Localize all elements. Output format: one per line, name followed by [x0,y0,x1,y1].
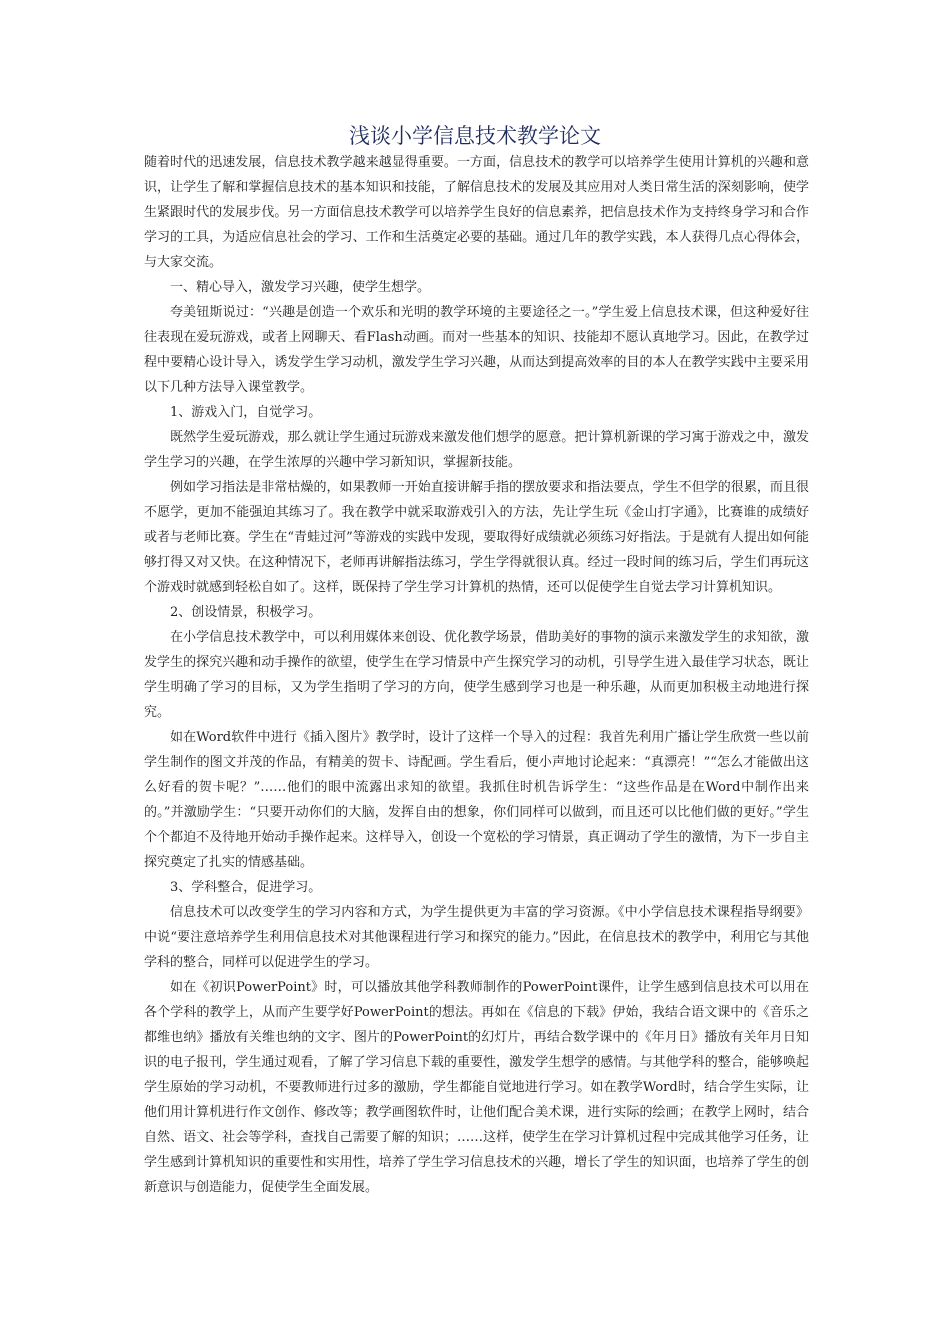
paragraph: 夸美钮斯说过：“兴趣是创造一个欢乐和光明的教学环境的主要途径之一。”学生爱上信息技术课，但这种爱好往往表现在爱玩游戏，或者上网聊天、看Flash动画。而对一些基本的知识、技能却不愿认真地学习。因此，在教学过程中要精心设计导入，诱发学生学习动机，激发学生学习兴趣，从而达到提高效率的目的本人在教学实践中主要采用以下几种方法导入课堂教学。 [144,305,809,395]
document-title: 浅谈小学信息技术教学论文 [349,124,601,148]
paragraph: 如在《初识PowerPoint》时，可以播放其他学科教师制作的PowerPoint课件，让学生感到信息技术可以用在各个学科的教学上，从而产生要学好PowerPoint的想法。再如在《信息的下载》伊始，我结合语文课中的《音乐之都维也纳》播放有关维也纳的文字、图片的PowerPoint的幻灯片，再结合数学课中的《年月日》播放有关年月日知识的电子报刊，学生通过观看，了解了学习信息下载的重要性，激发学生想学的感情。与其他学科的整合，能够唤起学生原始的学习动机，不要教师进行过多的激励，学生都能自觉地进行学习。如在教学Word时，结合学生实际，让他们用计算机进行作文创作、修改等；教学画图软件时，让他们配合美术课，进行实际的绘画；在教学上网时，结合自然、语文、社会等学科，查找自己需要了解的知识；……这样，使学生在学习计算机过程中完成其他学习任务，让学生感到计算机知识的重要性和实用性，培养了学生学习信息技术的兴趣，增长了学生的知识面，也培养了学生的创新意识与创造能力，促使学生全面发展。 [144,980,809,1195]
paragraph: 信息技术可以改变学生的学习内容和方式，为学生提供更为丰富的学习资源。《中小学信息技术课程指导纲要》中说“要注意培养学生利用信息技术对其他课程进行学习和探究的能力。”因此，在信息技术的教学中，利用它与其他学科的整合，同样可以促进学生的学习。 [144,905,809,970]
paragraph: 1、游戏入门，自觉学习。 [170,405,322,420]
paragraph: 随着时代的迅速发展，信息技术教学越来越显得重要。一方面，信息技术的教学可以培养学生使用计算机的兴趣和意识，让学生了解和掌握信息技术的基本知识和技能，了解信息技术的发展及其应用对人类日常生活的深刻影响，使学生紧跟时代的发展步伐。另一方面信息技术教学可以培养学生良好的信息素养，把信息技术作为支持终身学习和合作学习的工具，为适应信息社会的学习、工作和生活奠定必要的基础。通过几年的教学实践，本人获得几点心得体会，与大家交流。 [144,155,809,270]
paragraph: 一、精心导入，激发学习兴趣，使学生想学。 [170,280,431,295]
paragraph: 2、创设情景，积极学习。 [170,605,322,620]
paragraph: 在小学信息技术教学中，可以利用媒体来创设、优化教学场景，借助美好的事物的演示来激发学生的求知欲，激发学生的探究兴趣和动手操作的欲望，使学生在学习情景中产生探究学习的动机，引导学生进入最佳学习状态，既让学生明确了学习的目标，又为学生指明了学习的方向，使学生感到学习也是一种乐趣，从而更加积极主动地进行探究。 [144,630,809,720]
document-body [144,150,809,1200]
paragraph: 如在Word软件中进行《插入图片》教学时，设计了这样一个导入的过程：我首先利用广播让学生欣赏一些以前学生制作的图文并茂的作品，有精美的贺卡、诗配画。学生看后，便小声地讨论起来：“真漂亮！”“怎么才能做出这么好看的贺卡呢？”……他们的眼中流露出求知的欲望。我抓住时机告诉学生：“这些作品是在Word中制作出来的。”并激励学生：“只要开动你们的大脑，发挥自由的想象，你们同样可以做到，而且还可以比他们做的更好。”学生个个都迫不及待地开始动手操作起来。这样导入，创设一个宽松的学习情景，真正调动了学生的激情，为下一步自主探究奠定了扎实的情感基础。 [144,730,809,870]
paragraph: 既然学生爱玩游戏，那么就让学生通过玩游戏来激发他们想学的愿意。把计算机新课的学习寓于游戏之中，激发学生学习的兴趣，在学生浓厚的兴趣中学习新知识，掌握新技能。 [144,430,809,470]
paragraph: 例如学习指法是非常枯燥的，如果教师一开始直接讲解手指的摆放要求和指法要点，学生不但学的很累，而且很不愿学，更加不能强迫其练习了。我在教学中就采取游戏引入的方法，先让学生玩《金山打字通》，比赛谁的成绩好或者与老师比赛。学生在“青蛙过河”等游戏的实践中发现，要取得好成绩就必须练习好指法。于是就有人提出如何能够打得又对又快。在这种情况下，老师再讲解指法练习，学生学得就很认真。经过一段时间的练习后，学生们再玩这个游戏时就感到轻松自如了。这样，既保持了学生学习计算机的热情，还可以促使学生自觉去学习计算机知识。 [144,480,809,595]
paragraph: 3、学科整合，促进学习。 [170,880,322,895]
